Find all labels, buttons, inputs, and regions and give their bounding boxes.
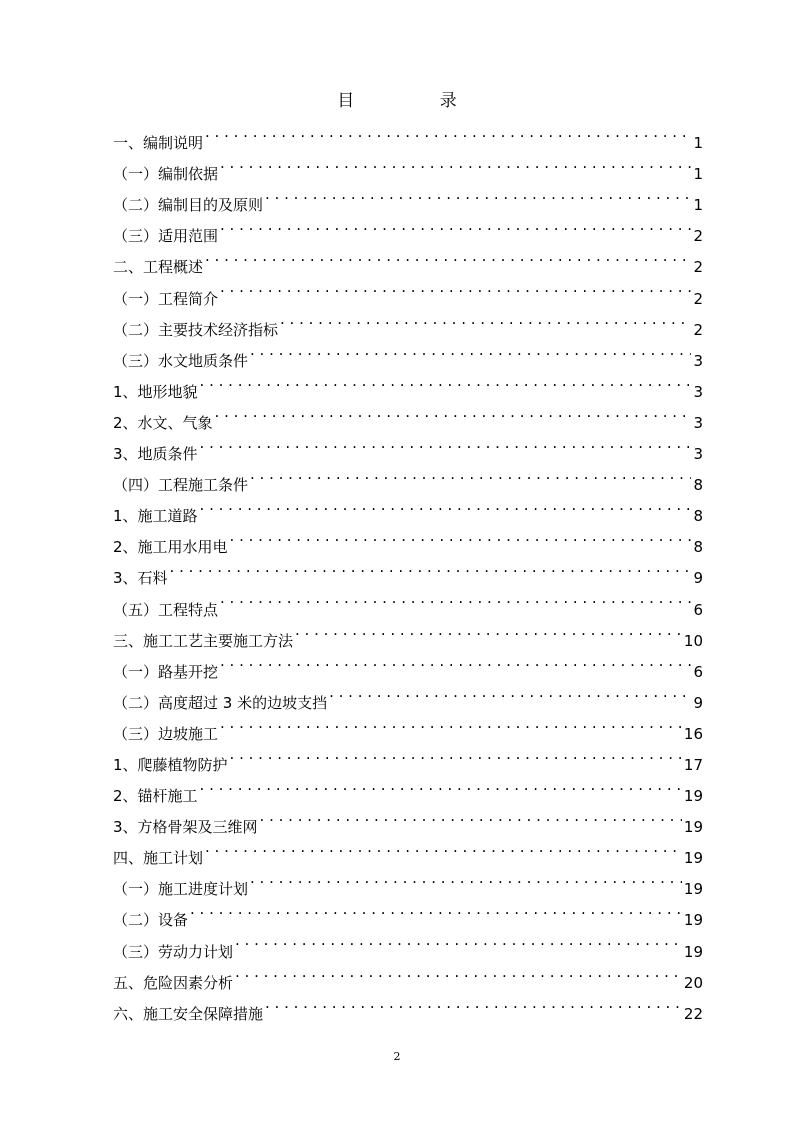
toc-dot-leader <box>215 397 691 428</box>
toc-entry-label: （一）路基开挖 <box>113 662 219 681</box>
toc-entry[interactable] <box>113 925 703 961</box>
toc-entry-page: 8 <box>693 538 703 557</box>
toc-entry-page: 10 <box>683 631 703 650</box>
toc-entry[interactable] <box>113 366 703 401</box>
toc-entry-page: 19 <box>683 787 703 806</box>
toc-entry-label: （二）编制目的及原则 <box>113 196 264 215</box>
toc-entry-label: 2、锚杆施工 <box>113 787 198 806</box>
toc-entry-page: 19 <box>683 911 703 930</box>
table-of-contents <box>113 117 703 1023</box>
toc-entry-page: 8 <box>693 507 703 526</box>
page-title: 目 录 <box>337 91 497 111</box>
toc-entry-page: 19 <box>683 942 703 961</box>
toc-entry-label: 1、施工道路 <box>113 507 198 526</box>
toc-entry[interactable] <box>113 552 703 588</box>
toc-dot-leader <box>190 894 682 925</box>
toc-entry-label: 六、施工安全保障措施 <box>113 1004 264 1023</box>
footer-page-number: 2 <box>393 1050 401 1063</box>
toc-dot-leader <box>295 615 682 646</box>
toc-entry-page: 3 <box>693 413 703 432</box>
toc-entry-label: （一）施工进度计划 <box>113 880 249 899</box>
toc-entry-page: 6 <box>693 600 703 619</box>
toc-dot-leader <box>235 925 682 956</box>
toc-dot-leader <box>170 552 691 583</box>
toc-entry-page: 1 <box>693 165 703 184</box>
toc-entry-page: 22 <box>683 1004 703 1023</box>
toc-entry-label: （四）工程施工条件 <box>113 476 249 495</box>
toc-dot-leader <box>220 148 691 179</box>
toc-entry[interactable] <box>113 117 703 153</box>
toc-entry-label: （三）水文地质条件 <box>113 351 249 370</box>
toc-entry-label: 五、危险因素分析 <box>113 973 234 992</box>
toc-entry-label: 二、工程概述 <box>113 258 204 277</box>
toc-entry-label: （三）劳动力计划 <box>113 942 234 961</box>
toc-entry-page: 1 <box>693 134 703 153</box>
toc-dot-leader <box>205 241 691 272</box>
toc-entry-label: （三）适用范围 <box>113 227 219 246</box>
toc-entry-page: 6 <box>693 662 703 681</box>
toc-dot-leader <box>250 459 691 490</box>
toc-entry-page: 17 <box>683 755 703 774</box>
toc-entry-label: （二）设备 <box>113 911 189 930</box>
toc-dot-leader <box>250 335 691 366</box>
toc-entry-page: 9 <box>693 693 703 712</box>
toc-entry-label: （五）工程特点 <box>113 600 219 619</box>
toc-entry[interactable] <box>113 583 703 619</box>
toc-dot-leader <box>220 708 682 739</box>
toc-entry-page: 19 <box>683 880 703 899</box>
toc-dot-leader <box>220 583 691 614</box>
toc-entry[interactable] <box>113 801 703 837</box>
toc-dot-leader <box>205 832 682 863</box>
toc-entry-page: 19 <box>683 818 703 837</box>
toc-entry-label: 3、地质条件 <box>113 445 198 464</box>
toc-dot-leader <box>280 304 691 335</box>
toc-entry[interactable] <box>113 397 703 432</box>
toc-entry-label: 一、编制说明 <box>113 134 204 153</box>
toc-entry-page: 2 <box>693 320 703 339</box>
toc-entry-label: （三）边坡施工 <box>113 724 219 743</box>
toc-entry-page: 9 <box>693 569 703 588</box>
toc-entry-label: （一）工程简介 <box>113 289 219 308</box>
toc-dot-leader <box>230 739 682 770</box>
toc-entry-page: 8 <box>693 476 703 495</box>
toc-entry[interactable] <box>113 459 703 495</box>
toc-dot-leader <box>235 957 682 988</box>
toc-entry-page: 2 <box>693 227 703 246</box>
toc-entry-label: 1、爬藤植物防护 <box>113 755 228 774</box>
toc-dot-leader <box>200 366 691 397</box>
toc-entry-label: 3、方格骨架及三维网 <box>113 818 258 837</box>
toc-entry-page: 3 <box>693 351 703 370</box>
toc-dot-leader <box>230 521 691 552</box>
toc-dot-leader <box>200 490 691 521</box>
toc-dot-leader <box>250 863 682 894</box>
toc-entry-label: 3、石料 <box>113 569 168 588</box>
toc-dot-leader <box>260 801 682 832</box>
toc-entry-page: 20 <box>683 973 703 992</box>
toc-entry-label: 2、施工用水用电 <box>113 538 228 557</box>
toc-dot-leader <box>205 117 691 148</box>
toc-entry[interactable] <box>113 521 703 557</box>
toc-entry-page: 3 <box>693 382 703 401</box>
toc-entry[interactable] <box>113 894 703 930</box>
toc-entry-label: 四、施工计划 <box>113 849 204 868</box>
toc-dot-leader <box>265 988 682 1019</box>
toc-dot-leader <box>220 646 691 677</box>
toc-entry[interactable] <box>113 428 703 464</box>
toc-entry-label: （一）编制依据 <box>113 165 219 184</box>
toc-entry-label: 2、水文、气象 <box>113 413 213 432</box>
toc-dot-leader <box>265 179 691 210</box>
toc-entry-page: 16 <box>683 724 703 743</box>
toc-dot-leader <box>200 770 682 801</box>
toc-dot-leader <box>200 428 691 459</box>
toc-entry-page: 1 <box>693 196 703 215</box>
toc-entry[interactable] <box>113 770 703 806</box>
toc-dot-leader <box>220 210 691 241</box>
toc-entry-label: 1、地形地貌 <box>113 382 198 401</box>
toc-entry-page: 2 <box>693 289 703 308</box>
toc-dot-leader <box>329 677 691 708</box>
toc-entry-label: （二）主要技术经济指标 <box>113 320 279 339</box>
toc-entry-page: 3 <box>693 445 703 464</box>
toc-dot-leader <box>220 272 691 303</box>
toc-entry-page: 2 <box>693 258 703 277</box>
toc-entry-label: 三、施工工艺主要施工方法 <box>113 631 294 650</box>
toc-entry-page: 19 <box>683 849 703 868</box>
toc-entry[interactable] <box>113 490 703 526</box>
toc-entry-label: （二）高度超过 3 米的边坡支挡 <box>113 693 328 712</box>
